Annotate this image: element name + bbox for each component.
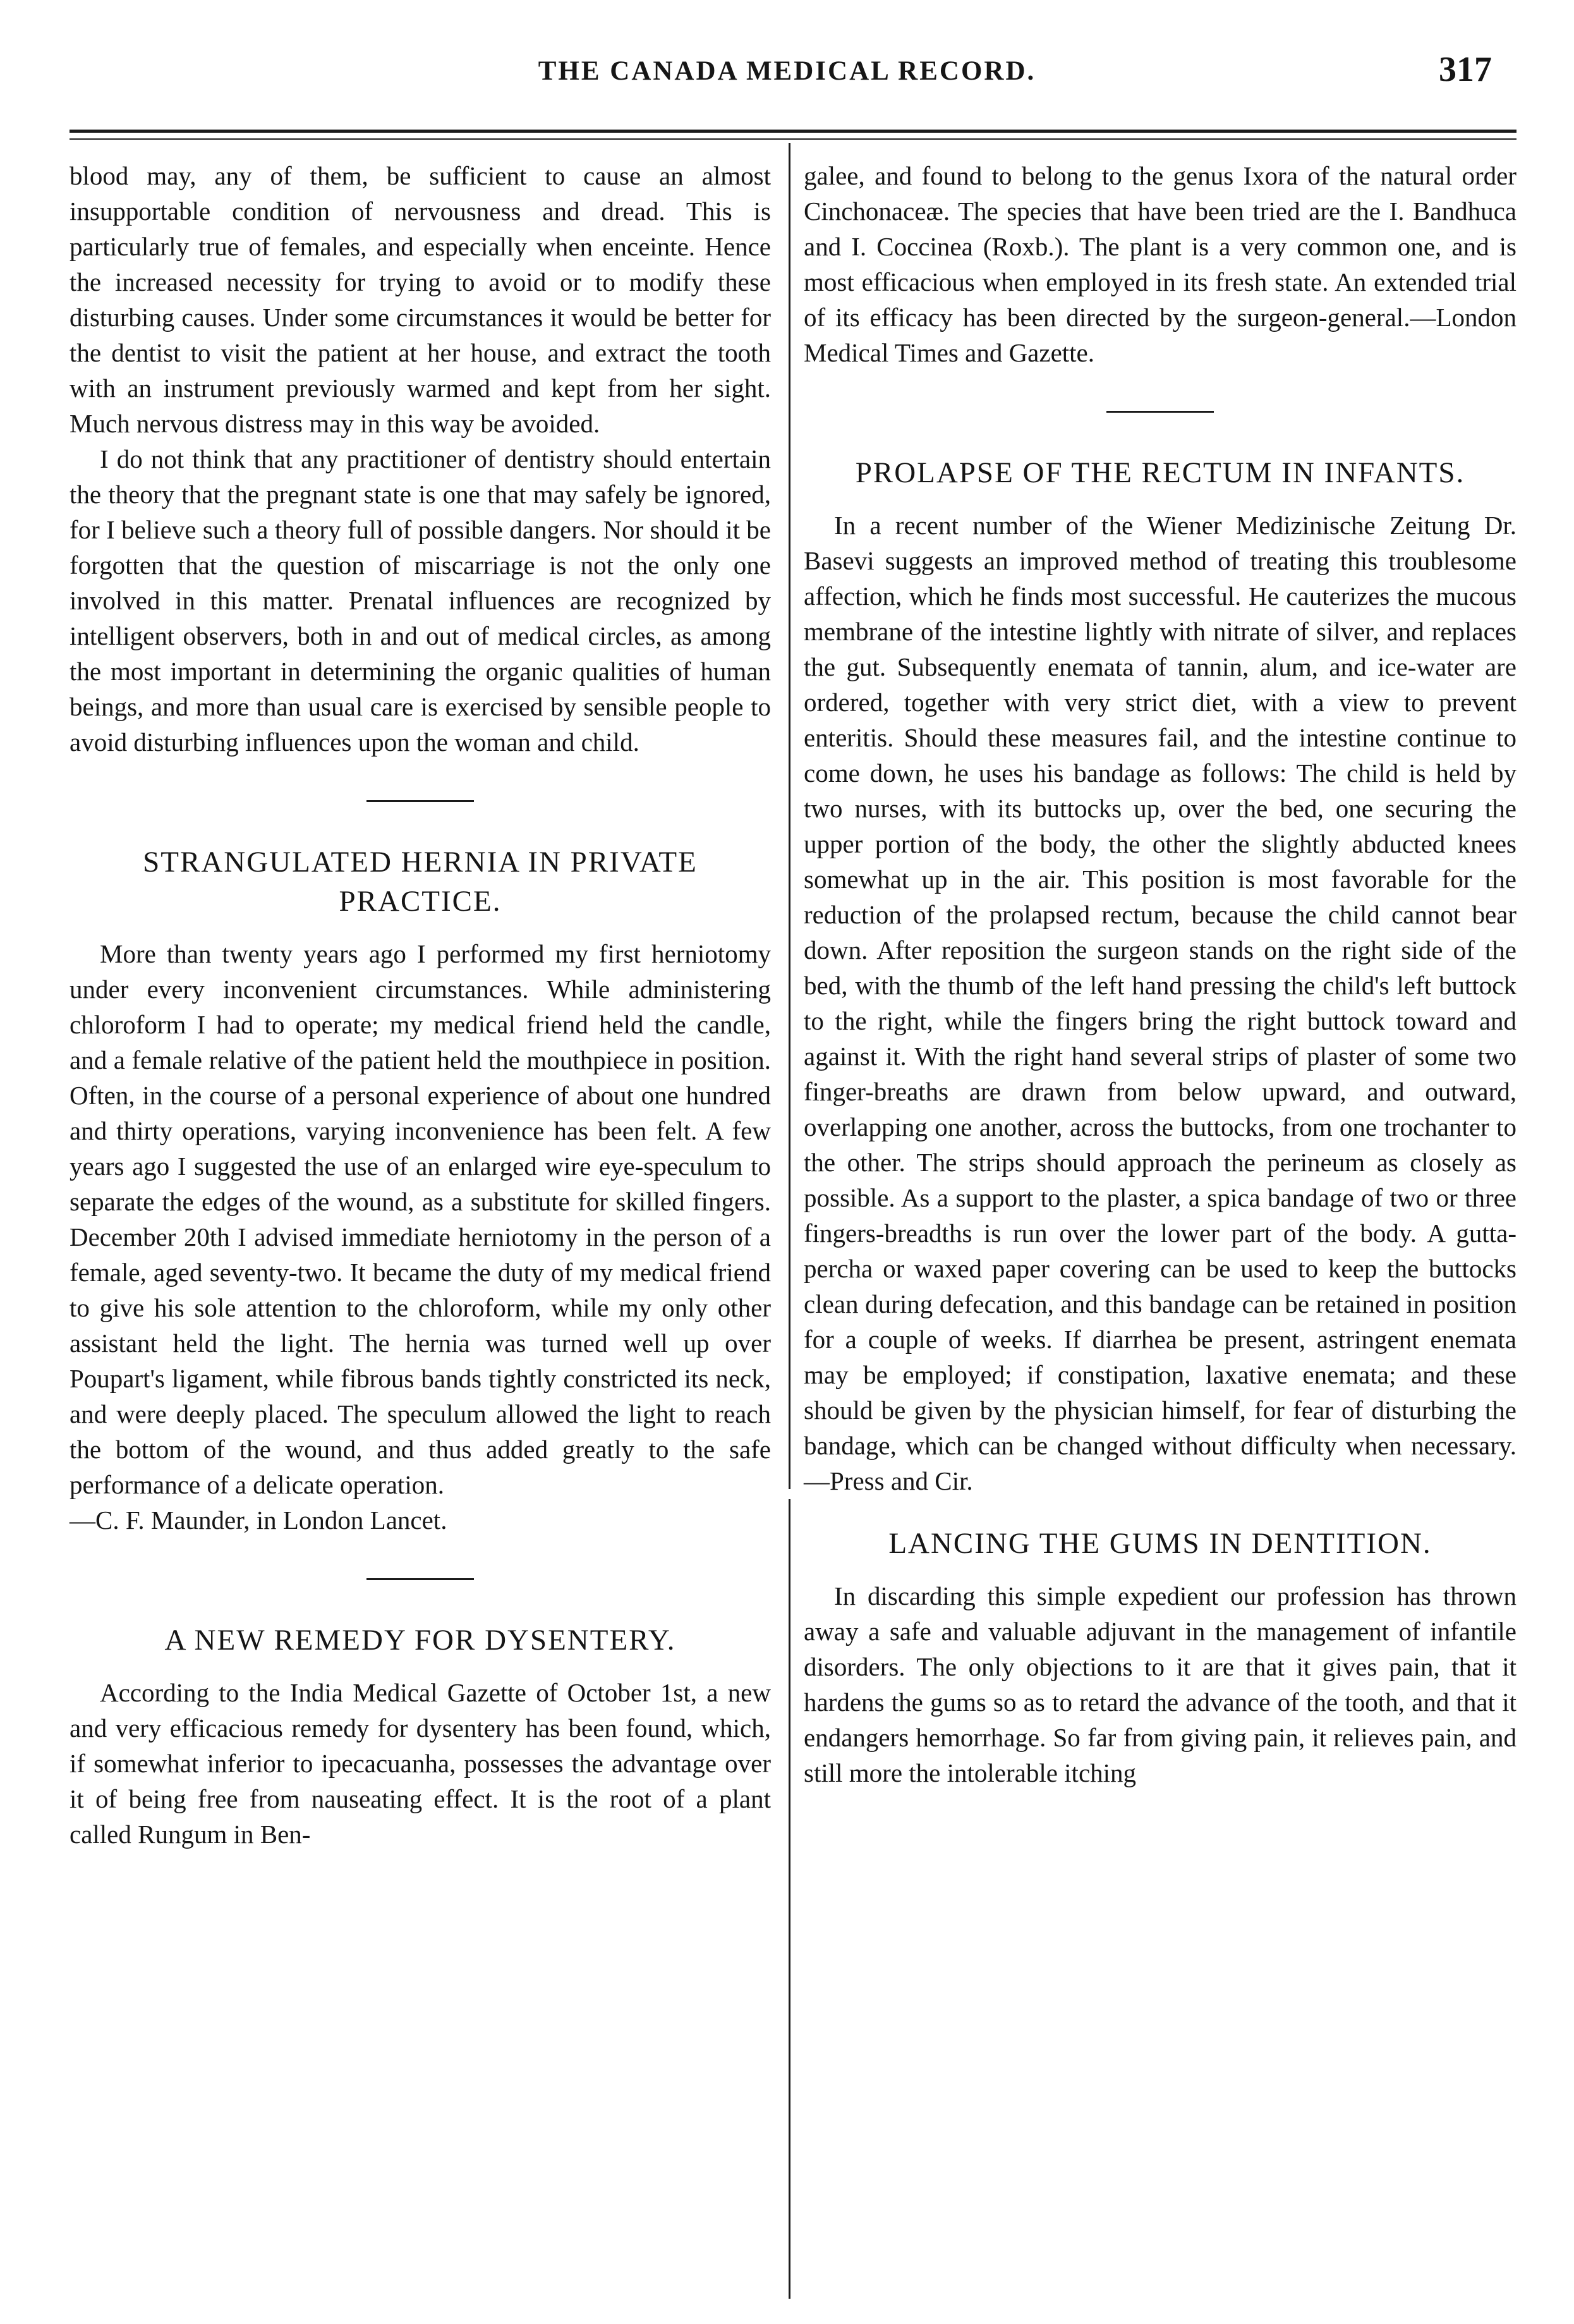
dysentery-body: According to the India Medical Gazette of October 1st, a new and very efficacious remedy for dysentery has been found, which, if somewhat inferior to ipecacuanha, possesses the advantage over it of being free from nauseating effect. It is the root of a plant called Rungum in Ben- — [70, 1678, 771, 1849]
page-header — [0, 0, 1574, 145]
prolapse-headline: PROLAPSE OF THE RECTUM IN INFANTS. — [855, 456, 1465, 489]
dysentery-continuation: galee, and found to belong to the genus Ixora of the natural order Cinchonaceæ. The species that have been tried are the I. Bandhuca and I. Coccinea (Roxb.). The plant is a very common one, and is most efficacious when employed in its fresh state. An extended trial of its efficacy has been directed by the surgeon-general.—London Medical Times and Gazette. — [804, 161, 1516, 367]
hernia-body: More than twenty years ago I performed my first herniotomy under every inconvenient circumstances. While administering chloroform I had to operate; my medical friend held the candle, and a female relative of the patient held the mouthpiece in position. Often, in the course of a personal experience of about one hundred and thirty operations, varying inconvenience has been felt. A few years ago I suggested the use of an enlarged wire eye-speculum to separate the edges of the wound, as a substitute for skilled fingers. December 20th I advised immediate herniotomy in the person of a female, aged seventy-two. It became the duty of my medical friend to give his sole attention to the chloroform, while my only other assistant held the light. The hernia was turned well up over Poupart's ligament, while fibrous bands tightly constricted its neck, and were deeply placed. The speculum allowed the light to reach the bottom of the wound, and thus added greatly to the safe performance of a delicate operation. — [70, 939, 771, 1499]
lancing-body: In discarding this simple expedient our profession has thrown away a safe and valuable adjuvant in the management of infantile disorders. The only objections to it are that it gives pain, that it hardens the gums so as to retard the advance of the tooth, and that it endangers hemorrhage. So far from giving pain, it relieves pain, and still more the intolerable itching — [804, 1581, 1516, 1787]
running-title: THE CANADA MEDICAL RECORD. — [538, 56, 1036, 86]
header-rule-thick — [70, 130, 1516, 133]
header-rule-thin — [70, 138, 1516, 140]
prolapse-body: In a recent number of the Wiener Medizinische Zeitung Dr. Basevi suggests an improved method of treating this troublesome affection, which he finds most successful. He cauterizes the mucous membrane of the intestine lightly with nitrate of silver, and replaces the gut. Subsequently enemata of tannin, alum, and ice-water are ordered, together with very strict diet, with a view to prevent enteritis. Should these measures fail, and the intestine continue to come down, he uses his bandage as follows: The child is held by two nurses, with its buttocks up, over the bed, one securing the upper portion of the body, the other the slightly abducted knees somewhat up in the air. This position is most favorable for the reduction of the prolapsed rectum, because the child cannot bear down. After reposition the surgeon stands on the right side of the bed, with the thumb of the left hand pressing the child's left buttock to the right, while the fingers bring the right buttock toward and against it. With the right hand several strips of plaster of some two finger-breaths are drawn from below upward, and outward, overlapping one another, across the buttocks, from one trochanter to the other. The strips should approach the perineum as closely as possible. As a support to the plaster, a spica bandage of two or three fingers-breadths is run over the lower part of the body. A gutta-percha or waxed paper covering can be used to keep the buttocks clean during defecation, and this bandage can be retained in position for a couple of weeks. If diarrhea be present, astringent enemata may be employed; if constipation, laxative enemata; and these should be given by the physician himself, for fear of disturbing the bandage, which can be changed without difficulty when necessary.—Press and Cir. — [804, 511, 1516, 1495]
hernia-headline: STRANGULATED HERNIA IN PRIVATE PRACTICE. — [143, 846, 698, 918]
hernia-signature: —C. F. Maunder, in London Lancet. — [70, 1506, 447, 1535]
section-separator — [1106, 411, 1214, 413]
dysentery-headline: A NEW REMEDY FOR DYSENTERY. — [164, 1624, 676, 1657]
right-column — [804, 158, 1516, 1791]
dentistry-paragraph-1: blood may, any of them, be sufficient to cause an almost insupportable condition of nervousness and dread. This is particularly true of females, and especially when enceinte. Hence the increased necessity for trying to avoid or to modify these disturbing causes. Under some circumstances it would be better for the dentist to visit the patient at her house, and extract the tooth with an instrument previously warmed and kept from her sight. Much nervous distress may in this way be avoided. — [70, 161, 771, 438]
lancing-headline: LANCING THE GUMS IN DENTITION. — [888, 1527, 1432, 1560]
dentistry-paragraph-2: I do not think that any practitioner of dentistry should entertain the theory that the pregnant state is one that may safely be ignored, for I believe such a theory full of possible dangers. Nor should it be forgotten that the question of miscarriage is not the only one involved in this matter. Prenatal influences are recognized by intelligent observers, both in and out of medical circles, as among the most important in determining the organic qualities of human beings, and more than usual care is exercised by sensible people to avoid disturbing influences upon the woman and child. — [70, 444, 771, 757]
section-separator — [366, 800, 474, 802]
column-divider-upper — [789, 143, 790, 1489]
section-separator — [366, 1578, 474, 1580]
column-divider-lower — [789, 1499, 790, 2299]
left-column — [70, 158, 771, 1852]
page-number: 317 — [1439, 50, 1492, 89]
